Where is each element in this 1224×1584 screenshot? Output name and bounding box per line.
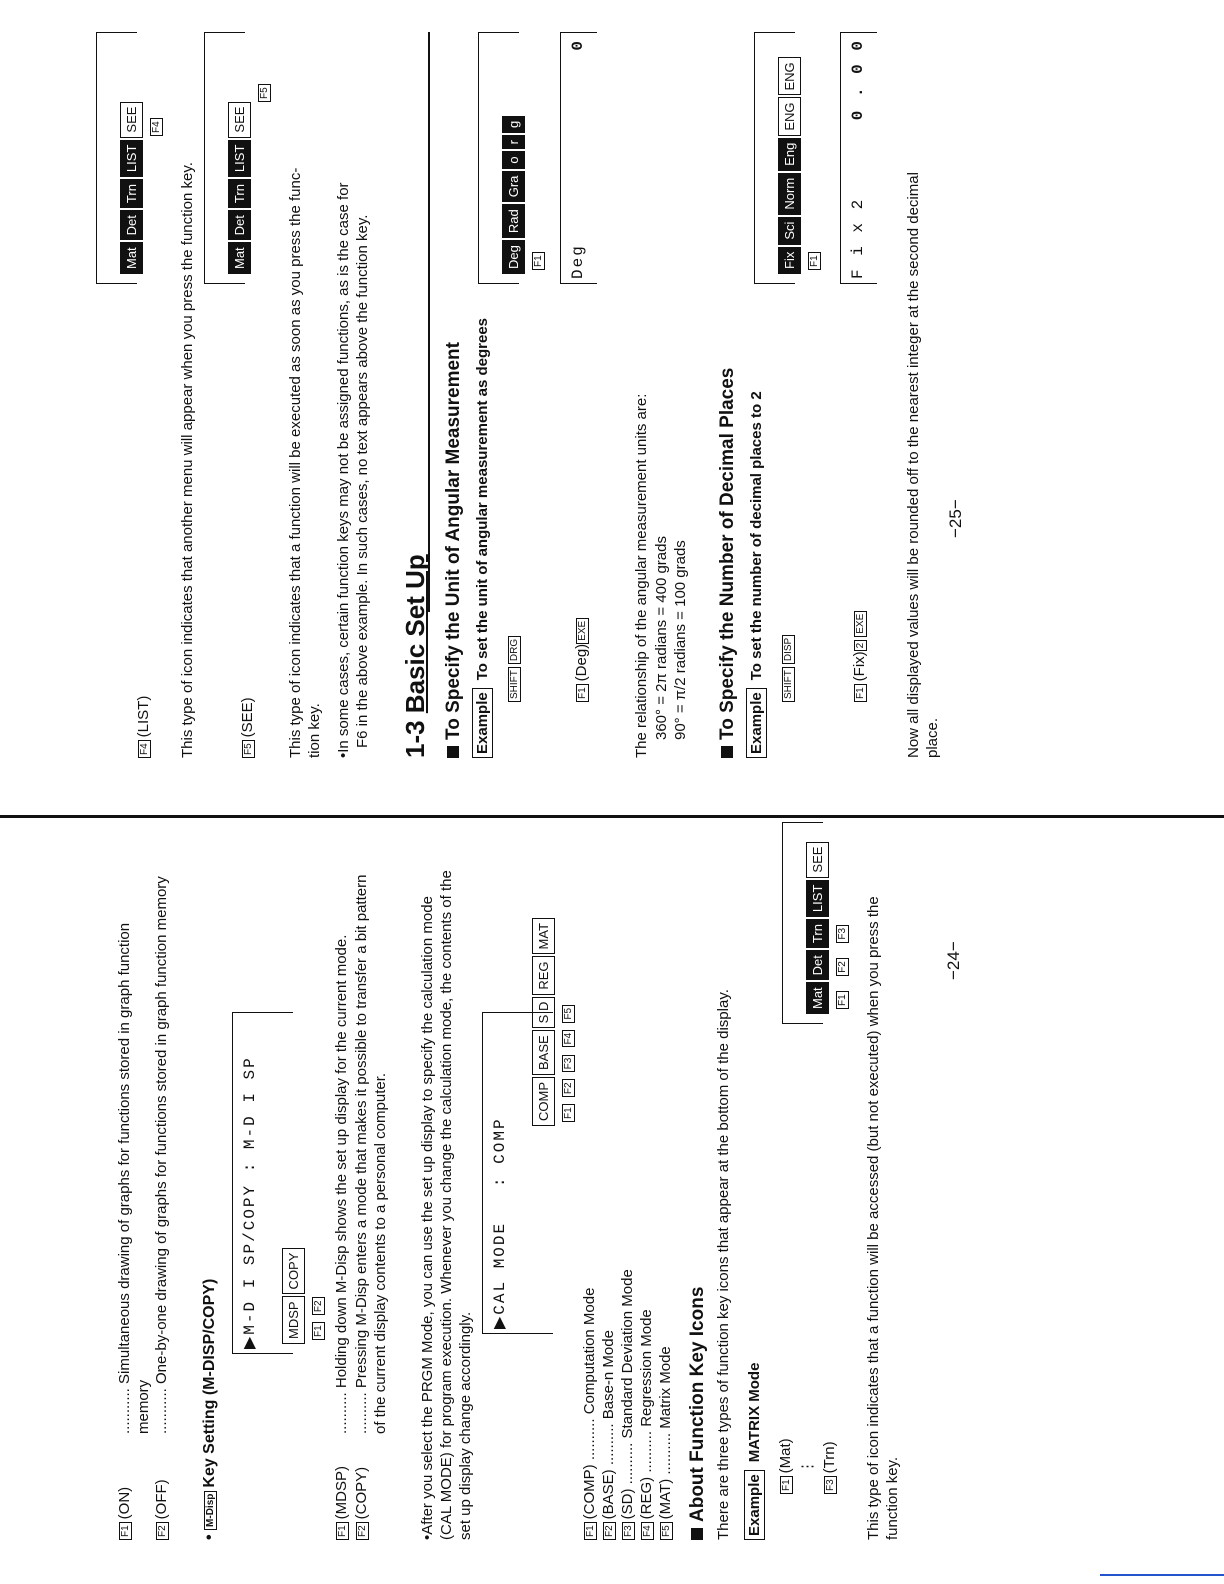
screen1-menu: MDSPCOPY bbox=[282, 1246, 305, 1344]
relationship-text: The relationship of the angular measurement units are: bbox=[633, 393, 650, 758]
screen6-fkey: F1 bbox=[528, 249, 547, 270]
item-off-desc: ........... One-by-one drawing of graphs for functions stored in graph function memory bbox=[153, 876, 170, 1434]
mode-list bbox=[580, 1269, 675, 1540]
note-2: F6 in the above example. In such cases, no text appears above the function key. bbox=[354, 214, 371, 748]
square-bullet-icon bbox=[691, 1528, 703, 1540]
screen6-menu: DegRadGraorg bbox=[502, 114, 525, 274]
section-rule bbox=[428, 32, 430, 612]
rounded-text-1: Now all displayed values will be rounded off to the nearest integer at the second decimal bbox=[905, 172, 922, 758]
f1-key: F1 bbox=[119, 1522, 132, 1540]
mode-item-base: F2(BASE) .......... Base-n Mode bbox=[599, 1269, 618, 1540]
relationship-2: 90° = π/2 radians = 100 grads bbox=[672, 540, 689, 740]
screen4-fkey: F4 bbox=[146, 115, 165, 136]
list-key-line: F4(LIST) bbox=[134, 696, 153, 758]
page-number-25: −25− bbox=[946, 499, 965, 538]
screen8-menu: FixSciNormEngENGENG bbox=[778, 55, 801, 274]
mode-item-reg: F4(REG) .......... Regression Mode bbox=[637, 1269, 656, 1540]
decimal-example: ExampleTo set the number of decimal places to 2 bbox=[746, 391, 767, 758]
example-tag: Example bbox=[744, 1470, 765, 1540]
screen8-fkey: F1 bbox=[804, 249, 823, 270]
copy-item: F2(COPY) bbox=[352, 1467, 371, 1540]
fix-screen: F i x 2 0 . 0 0 bbox=[840, 32, 877, 284]
mat-key-line: F1(Mat) bbox=[776, 1438, 795, 1494]
mdsp-item: F1(MDSP) bbox=[332, 1466, 351, 1540]
copy-desc: .......... Pressing M-Disp enters a mode that makes it possible to transfer a bit pattern of the current display contents to a personal computer. bbox=[353, 874, 389, 1434]
deg-key-line: F1(Deg)EXE bbox=[572, 615, 591, 702]
item-off: F2(OFF) bbox=[152, 1479, 171, 1540]
page-divider bbox=[0, 815, 1224, 818]
matrix-example: ExampleMATRIX Mode bbox=[744, 1363, 765, 1540]
angle-example: ExampleTo set the unit of angular measurement as degrees bbox=[472, 318, 493, 758]
fk-intro: There are three types of function key icons that appear at the bottom of the display. bbox=[715, 989, 732, 1540]
mode-item-sd: F3(SD) .......... Standard Deviation Mode bbox=[618, 1269, 637, 1540]
screen4-menu: MatDetTrnLISTSEE bbox=[120, 100, 143, 274]
mdisp-heading: • M-DispKey Setting (M-DISP/COPY) bbox=[201, 1278, 218, 1540]
square-bullet-icon bbox=[447, 746, 459, 758]
angle-heading: To Specify the Unit of Angular Measurement bbox=[444, 342, 463, 758]
screen3-menu: MatDetTrnLISTSEE bbox=[806, 840, 829, 1014]
item-on: F1(ON) bbox=[115, 1487, 134, 1540]
page-24 bbox=[0, 792, 1224, 1584]
mode-item-mat: F5(MAT) .......... Matrix Mode bbox=[656, 1269, 675, 1540]
mdisp-key: M-Disp bbox=[204, 1491, 217, 1530]
note-1: •In some cases, certain function keys may not be assigned functions, as is the case for bbox=[335, 182, 352, 758]
shift-disp-keys: SHIFTDISP bbox=[778, 632, 797, 702]
fk-text: This type of icon indicates that a function will be accessed (but not executed) when you press the function key. bbox=[865, 896, 901, 1540]
item-on-desc: ........... Simultaneous drawing of graphs for functions stored in graph function memory bbox=[116, 922, 152, 1434]
screen5-fkey: F5 bbox=[254, 81, 273, 102]
screen3-fkeys: F1 F2 F3 bbox=[832, 922, 851, 1009]
trn-key-line: F3(Trn) bbox=[820, 1441, 839, 1494]
see-text-1: This type of icon indicates that a function will be executed as soon as you press the func- bbox=[287, 167, 304, 758]
screen5-menu: MatDetTrnLISTSEE bbox=[228, 100, 251, 274]
see-key-line: F5(SEE) bbox=[238, 697, 257, 758]
relationship-1: 360° = 2π radians = 400 grads bbox=[653, 536, 670, 740]
fk-heading: About Function Key Icons bbox=[688, 1287, 707, 1540]
fix-key-line: F1(Fix)2EXE bbox=[850, 608, 869, 702]
page-number-24: −24− bbox=[944, 941, 963, 980]
decimal-heading: To Specify the Number of Decimal Places bbox=[718, 368, 737, 758]
screen2-fkeys: F1 F2 F3 F4 F5 bbox=[558, 1002, 577, 1122]
rounded-text-2: place. bbox=[924, 717, 941, 758]
after-prgm-text: •After you select the PRGM Mode, you can use the set up display to specify the calculation mode (CAL MODE) for program execution. Whenever you change the calculation mode, the contents of the set up display change accordingly. bbox=[419, 870, 474, 1540]
screen2-menu: COMPBASES DREGMAT bbox=[532, 916, 555, 1126]
setup-screen-1: ▶M-D I SP/COPY : M-D I SP bbox=[232, 1012, 293, 1354]
screen1-fkeys: F1 F2 bbox=[308, 1294, 327, 1340]
f2-key: F2 bbox=[156, 1522, 169, 1540]
section-heading: 1-3 Basic Set Up bbox=[400, 554, 430, 758]
list-text: This type of icon indicates that another menu will appear when you press the function key. bbox=[179, 162, 196, 758]
setup-screen-2: ▶CAL MODE : COMP bbox=[482, 1012, 553, 1334]
shift-drg-keys: SHIFTDRG bbox=[504, 633, 523, 702]
mode-item-comp: F1(COMP) .......... Computation Mode bbox=[580, 1269, 599, 1540]
ellipsis: ⋮ bbox=[799, 1459, 816, 1474]
see-text-2: tion key. bbox=[306, 703, 323, 758]
square-bullet-icon bbox=[721, 746, 733, 758]
deg-screen: Deg 0 bbox=[560, 32, 597, 284]
mdsp-desc: .......... Holding down M-Disp shows the set up display for the current mode. bbox=[333, 934, 350, 1434]
